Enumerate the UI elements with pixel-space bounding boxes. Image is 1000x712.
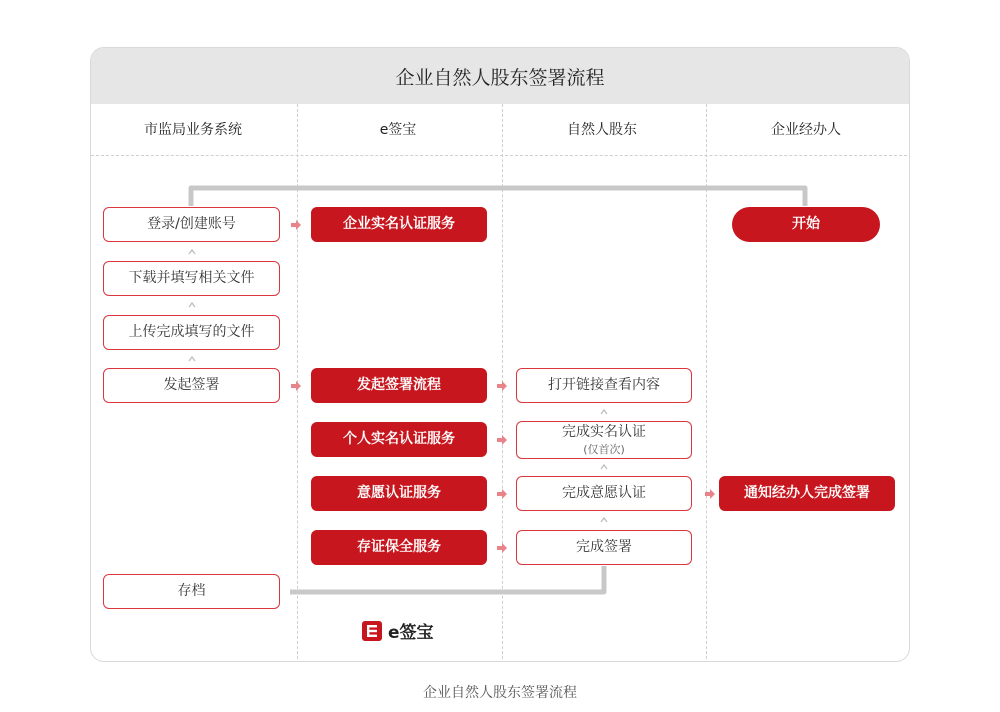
open-link-label: 打开链接查看内容 [548, 377, 660, 394]
caret-up-icon [188, 302, 196, 308]
enterprise-auth-box [311, 207, 487, 242]
will-auth-label: 意愿认证服务 [357, 485, 441, 502]
column-header-agent: 企业经办人 [771, 122, 841, 138]
notify-agent-box [719, 476, 895, 511]
initiate-box [103, 368, 280, 403]
upload-box [103, 315, 280, 350]
personal-auth-box [311, 422, 487, 457]
arrow-right-icon [497, 543, 507, 553]
evidence-label: 存证保全服务 [357, 539, 441, 556]
will-auth-box [311, 476, 487, 511]
evidence-box [311, 530, 487, 565]
open-link-box [516, 368, 692, 403]
start-to-login-connector [191, 188, 805, 206]
arrow-right-icon [705, 489, 715, 499]
notify-agent-label: 通知经办人完成签署 [744, 485, 870, 502]
will-complete-label: 完成意愿认证 [562, 485, 646, 502]
arrow-right-icon [291, 220, 301, 230]
caret-up-icon [188, 356, 196, 362]
sign-to-archive-connector [290, 566, 604, 592]
download-box [103, 261, 280, 296]
launch-flow-label: 发起签署流程 [357, 377, 441, 394]
upload-label: 上传完成填写的文件 [128, 324, 255, 341]
start-pill [732, 207, 880, 242]
caret-up-icon [188, 249, 196, 255]
complete-auth-box [516, 421, 692, 459]
arrow-right-icon [291, 381, 301, 391]
enterprise-auth-label: 企业实名认证服务 [343, 216, 455, 233]
start-label: 开始 [792, 216, 820, 233]
sign-complete-box [516, 530, 692, 565]
initiate-label: 发起签署 [163, 377, 220, 394]
esign-logo-icon [362, 621, 382, 641]
archive-label: 存档 [177, 583, 206, 600]
will-complete-box [516, 476, 692, 511]
column-header-shareholder: 自然人股东 [567, 122, 637, 138]
esign-logo [362, 618, 434, 643]
caret-up-icon [600, 517, 608, 523]
arrow-right-icon [497, 381, 507, 391]
sign-complete-label: 完成签署 [576, 539, 632, 556]
download-label: 下载并填写相关文件 [128, 270, 255, 287]
esign-logo-text: e签宝 [388, 623, 434, 643]
caret-up-icon [600, 464, 608, 470]
complete-auth-label: 完成实名认证 [562, 424, 646, 440]
caret-up-icon [600, 409, 608, 415]
archive-box [103, 574, 280, 609]
figure-caption: 企业自然人股东签署流程 [423, 685, 577, 701]
arrow-right-icon [497, 435, 507, 445]
login-label: 登录/创建账号 [147, 216, 236, 233]
diagram-title: 企业自然人股东签署流程 [91, 48, 909, 104]
personal-auth-label: 个人实名认证服务 [343, 431, 455, 448]
column-header-esign: e签宝 [379, 122, 417, 138]
column-header-market-system: 市监局业务系统 [144, 122, 242, 138]
arrow-right-icon [497, 489, 507, 499]
first-time-note: (仅首次) [583, 442, 625, 456]
launch-flow-box [311, 368, 487, 403]
login-box [103, 207, 280, 242]
